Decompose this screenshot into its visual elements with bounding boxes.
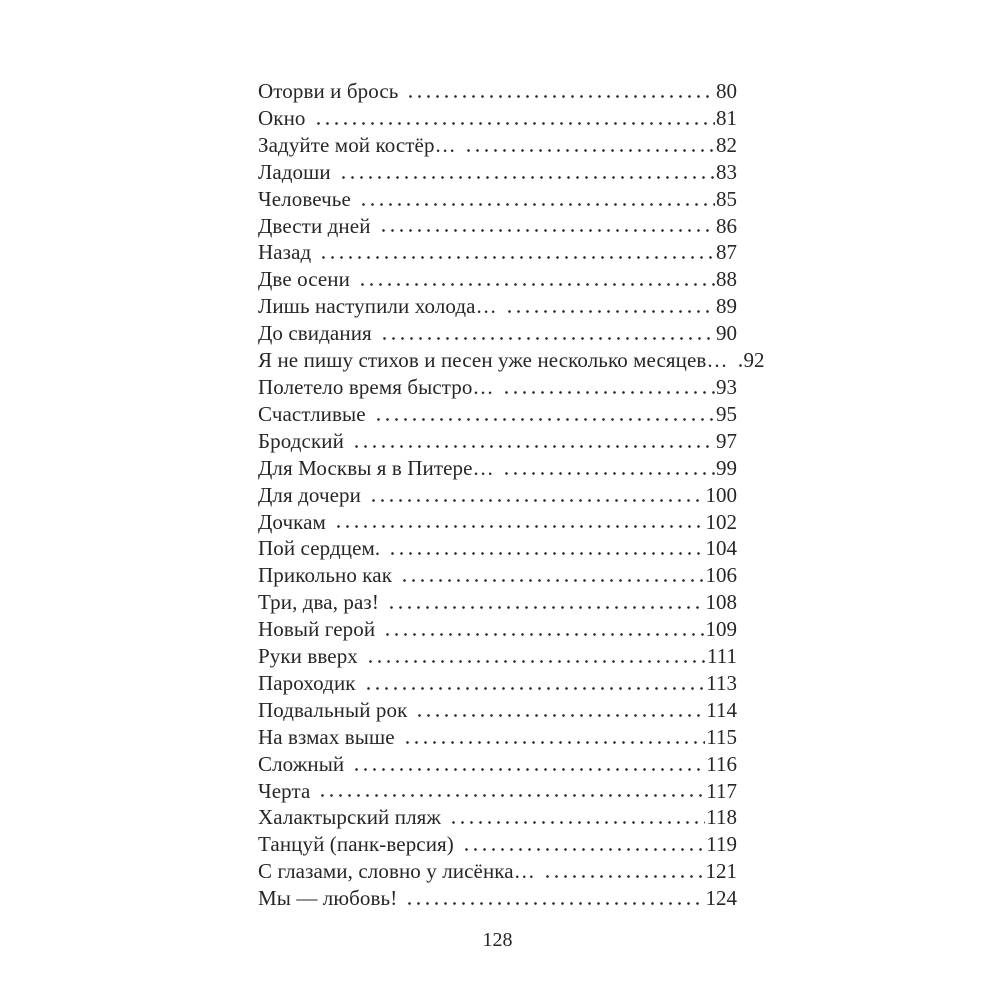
toc-entry-title: Сложный (258, 751, 345, 776)
toc-entry-title: Прикольно как (258, 563, 393, 588)
toc-entry-title: Полетело время быстро… (258, 374, 494, 399)
toc-entry-page-number: 90 (716, 321, 737, 346)
toc-entry (258, 132, 737, 159)
toc-entry-page-number: 80 (716, 79, 737, 103)
dot-leader (377, 320, 715, 347)
dot-leader (499, 455, 715, 482)
toc-entry-title: Задуйте мой костёр… (258, 132, 456, 157)
toc-entry-page-number: 85 (716, 186, 737, 211)
folio-page-number: 128 (482, 929, 513, 951)
toc-entry-title: Танцуй (панк-версия) (258, 832, 454, 857)
toc-entry-title: Счастливые (258, 401, 366, 426)
toc-entry-title: Подвальный рок (258, 697, 408, 722)
dot-leader (499, 374, 715, 401)
toc-entry-title: Бродский (258, 428, 344, 453)
toc-entry-page-number: 117 (706, 778, 737, 803)
toc-entry-page-number: 121 (705, 859, 737, 884)
dot-leader (361, 670, 706, 697)
table-of-contents (258, 78, 765, 912)
toc-entry-title: Две осени (258, 267, 350, 292)
toc-entry-page-number: 116 (706, 751, 737, 776)
toc-entry-title: Для дочери (258, 482, 361, 507)
toc-entry-page-number: 114 (706, 697, 737, 722)
toc-entry-page-number: 108 (705, 590, 737, 615)
toc-entry-title: Двести дней (258, 213, 371, 238)
toc-entry-page-number: 109 (705, 617, 737, 642)
dot-leader (733, 347, 743, 374)
dot-leader (331, 509, 705, 536)
toc-entry-title: Новый герой (258, 617, 376, 642)
dot-leader (356, 186, 715, 213)
toc-entry (258, 804, 737, 831)
toc-entry-title: Руки вверх (258, 644, 358, 669)
dot-leader (363, 643, 706, 670)
toc-entry-page-number: 81 (716, 105, 737, 130)
toc-entry-page-number: 87 (716, 240, 737, 265)
toc-entry-page-number: 82 (716, 132, 737, 157)
dot-leader (540, 858, 705, 885)
toc-entry-page-number: 93 (716, 374, 737, 399)
dot-leader (384, 589, 705, 616)
toc-entry (258, 858, 737, 885)
dot-leader (366, 482, 705, 509)
toc-entry (258, 778, 737, 805)
dot-leader (316, 239, 715, 266)
toc-entry (258, 213, 737, 240)
toc-entry-page-number: 97 (716, 428, 737, 453)
toc-entry-title: До свидания (258, 321, 372, 346)
toc-entry-title: Мы — любовь! (258, 886, 398, 911)
toc-entry-title: Окно (258, 105, 306, 130)
toc-entry (258, 428, 737, 455)
toc-entry-title: Я не пишу стихов и песен уже несколько месяцев… (258, 348, 728, 373)
toc-entry-page-number: 115 (706, 724, 737, 749)
dot-leader (397, 562, 704, 589)
toc-entry (258, 670, 737, 697)
dot-leader (502, 293, 715, 320)
toc-entry-title: Халактырский пляж (258, 805, 442, 830)
dot-leader (376, 213, 715, 240)
toc-entry-page-number: 106 (705, 563, 737, 588)
toc-entry-title: Дочкам (258, 509, 326, 534)
toc-list (258, 78, 765, 912)
dot-leader (412, 697, 705, 724)
toc-entry-page-number: 124 (705, 886, 737, 911)
toc-entry (258, 347, 765, 374)
toc-entry (258, 78, 737, 105)
toc-entry-title: Черта (258, 778, 311, 803)
toc-entry (258, 105, 737, 132)
toc-entry-page-number: 111 (707, 644, 737, 669)
dot-leader (355, 266, 715, 293)
toc-entry-page-number: 95 (716, 401, 737, 426)
dot-leader (446, 804, 705, 831)
toc-entry-page-number: 99 (716, 455, 737, 480)
toc-entry-title: На взмах выше (258, 724, 395, 749)
dot-leader (380, 616, 704, 643)
toc-entry (258, 186, 737, 213)
toc-entry (258, 535, 737, 562)
toc-entry (258, 482, 737, 509)
dot-leader (311, 105, 715, 132)
toc-entry (258, 455, 737, 482)
toc-entry (258, 239, 737, 266)
toc-entry-title: Лишь наступили холода… (258, 294, 497, 319)
toc-entry-title: Пой сердцем. (258, 536, 381, 561)
dot-leader (349, 751, 705, 778)
toc-entry (258, 159, 737, 186)
toc-entry (258, 885, 737, 912)
toc-entry (258, 724, 737, 751)
dot-leader (315, 778, 705, 805)
toc-entry (258, 616, 737, 643)
page-footer (258, 929, 737, 951)
dot-leader (336, 159, 715, 186)
toc-entry-title: Назад (258, 240, 312, 265)
toc-entry-title: Пароходик (258, 670, 356, 695)
toc-entry-page-number: 92 (743, 348, 765, 373)
dot-leader (459, 831, 705, 858)
dot-leader (349, 428, 715, 455)
toc-entry (258, 320, 737, 347)
toc-entry-title: Для Москвы я в Питере… (258, 455, 494, 480)
toc-entry-title: Человечье (258, 186, 351, 211)
toc-entry-page-number: 83 (716, 159, 737, 184)
toc-entry (258, 589, 737, 616)
dot-leader (400, 724, 706, 751)
toc-entry (258, 401, 737, 428)
dot-leader (461, 132, 715, 159)
toc-entry-page-number: 100 (705, 482, 737, 507)
toc-entry-title: Ладоши (258, 159, 331, 184)
toc-entry-title: Оторви и брось (258, 79, 399, 103)
dot-leader (403, 78, 715, 105)
toc-entry (258, 751, 737, 778)
toc-entry (258, 509, 737, 536)
toc-entry-title: Три, два, раз! (258, 590, 379, 615)
toc-entry (258, 697, 737, 724)
toc-entry (258, 562, 737, 589)
toc-entry-title: С глазами, словно у лисёнка… (258, 859, 535, 884)
toc-entry-page-number: 118 (706, 805, 737, 830)
toc-entry (258, 831, 737, 858)
dot-leader (371, 401, 715, 428)
toc-entry-page-number: 102 (705, 509, 737, 534)
toc-entry (258, 266, 737, 293)
toc-entry-page-number: 113 (706, 670, 737, 695)
dot-leader (402, 885, 704, 912)
toc-entry-page-number: 86 (716, 213, 737, 238)
toc-entry-page-number: 104 (705, 536, 737, 561)
toc-entry (258, 374, 737, 401)
toc-entry-page-number: 89 (716, 294, 737, 319)
dot-leader (385, 535, 704, 562)
toc-entry (258, 293, 737, 320)
toc-entry-page-number: 119 (706, 832, 737, 857)
toc-entry (258, 643, 737, 670)
toc-entry-page-number: 88 (716, 267, 737, 292)
